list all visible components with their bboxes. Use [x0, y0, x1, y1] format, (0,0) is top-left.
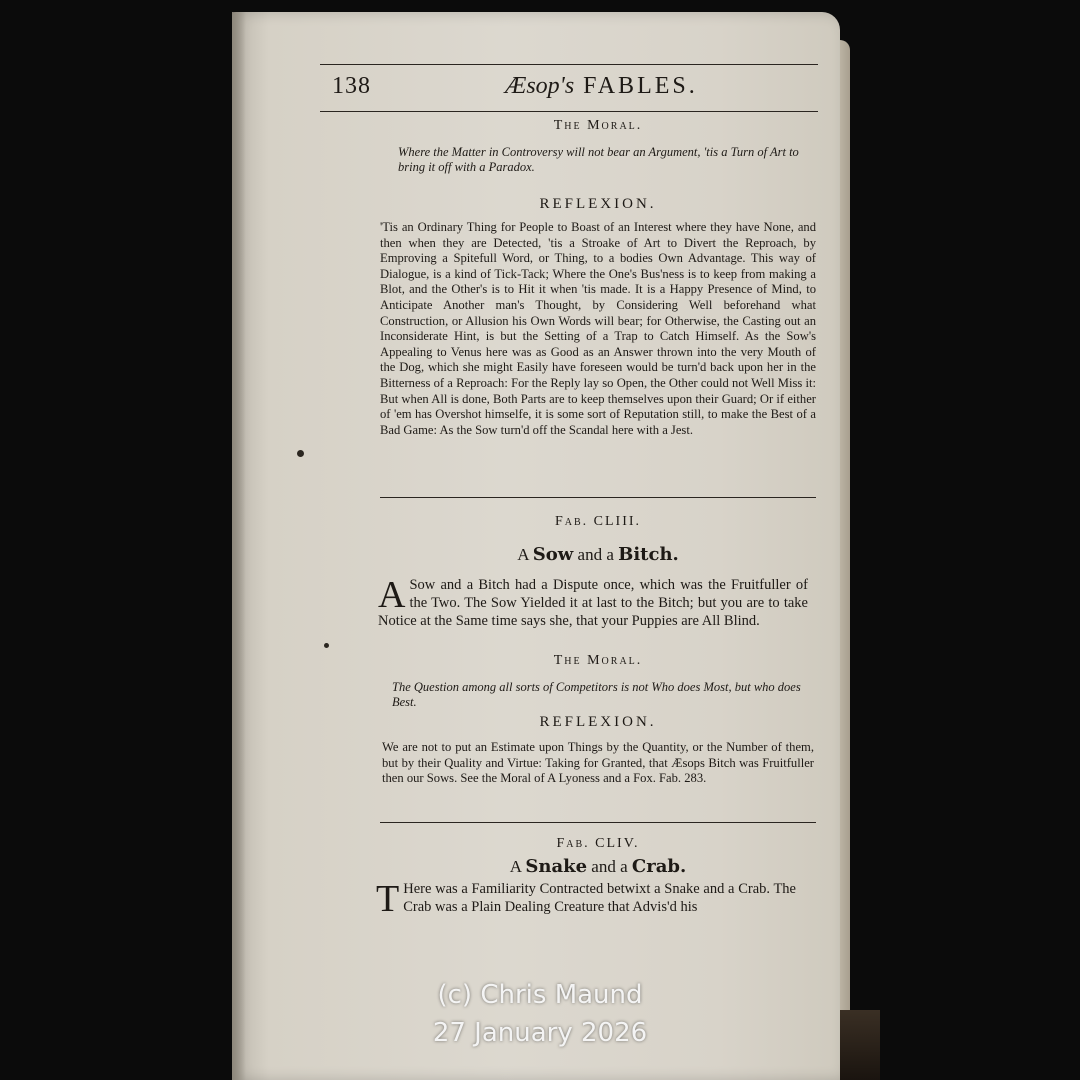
binding-hole — [324, 643, 329, 648]
fable-153-title-sow: Sow — [532, 544, 574, 565]
fable-154-title-crab: Crab. — [631, 856, 687, 877]
fable-153-moral-text: The Question among all sorts of Competitors is not Who does Most, but who does Best. — [392, 680, 801, 709]
fable-153-title-bitch: Bitch. — [618, 544, 679, 565]
moral-1-text: Where the Matter in Controversy will not bear an Argument, 'tis a Turn of Art to bring it off with a Paradox. — [398, 145, 799, 174]
reflexion-1-heading: REFLEXION. — [539, 196, 657, 212]
fable-154-text: Here was a Familiarity Contracted betwixt a Snake and a Crab. The Crab was a Plain Dealing Creature that Advis'd his — [403, 881, 796, 915]
fable-154-title — [380, 856, 816, 877]
fable-154-title-and: and a — [591, 857, 628, 876]
fable-153-drop-cap: A — [378, 574, 406, 616]
running-title-caps: FABLES. — [583, 73, 698, 99]
binding-hole — [297, 450, 304, 457]
running-head — [320, 64, 818, 112]
fable-153-moral-heading: The Moral. — [553, 653, 643, 668]
fable-153-number: Fab. CLIII. — [554, 514, 642, 529]
fable-153-title — [380, 544, 816, 565]
fable-154-title-snake: Snake — [525, 856, 588, 877]
fable-153-title-a: A — [517, 545, 529, 564]
fable-153-reflexion-heading: REFLEXION. — [539, 714, 657, 730]
fable-153-text: Sow and a Bitch had a Dispute once, which was the Fruitfuller of the Two. The Sow Yielded it at last to the Bitch; but you are to take Notice at the Same time says she, that your Puppies are All Blind. — [378, 577, 808, 629]
page-number: 138 — [332, 73, 371, 99]
fable-153-reflexion-text: We are not to put an Estimate upon Things by the Quantity, or the Number of them, but by their Quality and Virtue: Taking for Granted, that Æsops Bitch was Fruitfuller then our Sows. See the Moral of A Lyoness and a Fox. Fab. 283. — [382, 740, 814, 786]
watermark-credit: (c) Chris Maund — [437, 980, 643, 1010]
fable-154-paragraph — [376, 878, 796, 920]
fable-153-title-and: and a — [577, 545, 614, 564]
moral-1-heading: The Moral. — [553, 118, 643, 133]
running-title-italic: Æsop's — [505, 73, 575, 99]
section-divider — [380, 822, 816, 823]
fable-154-drop-cap: T — [376, 878, 400, 920]
section-divider — [380, 497, 816, 498]
watermark-date: 27 January 2026 — [432, 1018, 648, 1048]
page-gutter-shadow — [232, 12, 246, 1080]
fable-154-number: Fab. CLIV. — [556, 836, 640, 851]
reflexion-1-text: 'Tis an Ordinary Thing for People to Boast of an Interest where they have None, and then when they are Detected, 'tis a Stroake of Art to Divert the Reproach, by Emproving a Spitefull Word, or Thing, to a bodies Own Advantage. This way of Dialogue, is a kind of Tick-Tack; Where the One's Bus'ness is to keep from making a Blot, and the Other's is to Hit it when 'tis made. It is a Happy Presence of Mind, to Anticipate Another man's Thought, by Considering Well beforehand what Construction, or Allusion his Own Words will bear; for Otherwise, the Casting out an Inconsiderate Hint, is but the Setting of a Trap to Catch Himself. As the Sow's Appealing to Venus here was as Good as an Answer thrown into the very Mouth of the Dog, which she might Easily have foreseen would be turn'd back upon her in the Bitterness of a Reproach: For the Reply lay so Open, the Other could not Well Miss it: But when All is done, Both Parts are to keep themselves upon their Guard; Or if either of 'em has Overshot himselfe, it is some sort of Reputation still, to make the Best of a Bad Game: As the Sow turn'd off the Scandal here with a Jest. — [380, 220, 816, 437]
fable-154-title-a: A — [509, 857, 522, 876]
running-title — [505, 73, 698, 100]
fable-153-paragraph — [378, 576, 808, 630]
